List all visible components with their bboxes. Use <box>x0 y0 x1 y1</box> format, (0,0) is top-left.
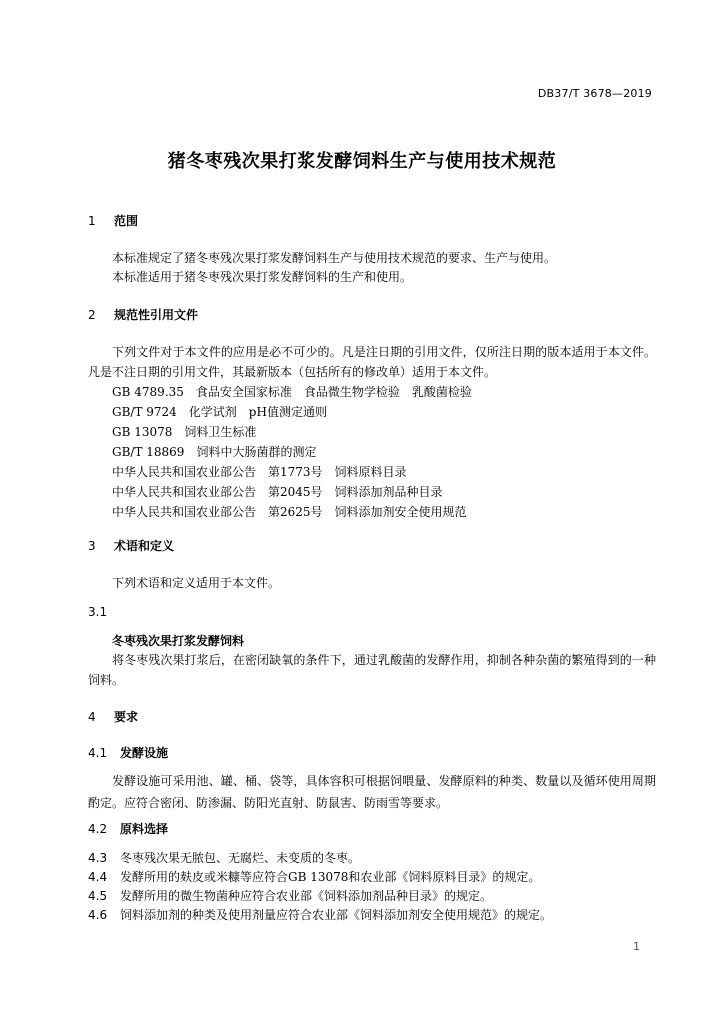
subsection-number: 4.1 <box>88 746 108 760</box>
subsection-number: 3.1 <box>88 605 108 619</box>
term-title: 冬枣残次果打浆发酵饲料 <box>112 634 245 648</box>
section-4-heading <box>88 708 138 726</box>
section-number: 2 <box>88 308 96 322</box>
page-number: 1 <box>633 940 640 953</box>
item-number: 4.4 <box>88 870 108 884</box>
requirement-item <box>88 868 540 886</box>
item-text: 冬枣残次果无脓包、无腐烂、未变质的冬枣。 <box>120 851 361 865</box>
item-text: 饲料添加剂的种类及使用剂量应符合农业部《饲料添加剂安全使用规范》的规定。 <box>120 908 553 922</box>
section-title: 术语和定义 <box>114 539 175 553</box>
item-text: 发酵所用的麸皮或米糠等应符合GB 13078和农业部《饲料原料目录》的规定。 <box>120 870 541 884</box>
reference-item: GB 13078 饲料卫生标准 <box>112 425 257 439</box>
item-number: 4.3 <box>88 851 108 865</box>
subsection-4-2-heading <box>88 820 168 838</box>
subsection-number: 4.2 <box>88 822 108 836</box>
standard-code: DB37/T 3678—2019 <box>537 87 652 100</box>
section-1-heading <box>88 212 138 230</box>
reference-item: 中华人民共和国农业部公告 第1773号 饲料原料目录 <box>112 465 407 479</box>
paragraph: 本标准规定了猪冬枣残次果打浆发酵饲料生产与使用技术规范的要求、生产与使用。 <box>112 251 557 265</box>
reference-item: GB/T 18869 饲料中大肠菌群的测定 <box>112 445 317 459</box>
paragraph: 发酵设施可采用池、罐、桶、袋等，具体容积可根据饲喂量、发酵原料的种类、数量以及循环使用周期酌定。应符合密闭、防渗漏、防阳光直射、防鼠害、防雨雪等要求。 <box>88 774 656 810</box>
document-title: 猪冬枣残次果打浆发酵饲料生产与使用技术规范 <box>167 151 557 172</box>
item-text: 发酵所用的微生物菌种应符合农业部《饲料添加剂品种目录》的规定。 <box>120 889 493 903</box>
item-number: 4.6 <box>88 908 108 922</box>
paragraph: 下列术语和定义适用于本文件。 <box>112 576 281 590</box>
reference-item: GB/T 9724 化学试剂 pH值测定通则 <box>112 405 327 419</box>
section-title: 规范性引用文件 <box>114 308 199 322</box>
section-2-heading <box>88 306 198 324</box>
requirement-item <box>88 887 492 905</box>
section-title: 要求 <box>114 710 139 724</box>
paragraph: 下列文件对于本文件的应用是必不可少的。凡是注日期的引用文件，仅所注日期的版本适用于本文件。凡是不注日期的引用文件，其最新版本（包括所有的修改单）适用于本文件。 <box>88 345 656 379</box>
reference-item: 中华人民共和国农业部公告 第2625号 饲料添加剂安全使用规范 <box>112 505 467 519</box>
section-number: 1 <box>88 214 96 228</box>
subsection-4-1-heading <box>88 744 168 762</box>
reference-item: 中华人民共和国农业部公告 第2045号 饲料添加剂品种目录 <box>112 485 443 499</box>
term-definition: 将冬枣残次果打浆后，在密闭缺氧的条件下，通过乳酸菌的发酵作用，抑制各种杂菌的繁殖得到的一种饲料。 <box>88 653 656 687</box>
section-title: 范围 <box>114 214 139 228</box>
section-number: 4 <box>88 710 96 724</box>
requirement-item <box>88 849 360 867</box>
item-number: 4.5 <box>88 889 108 903</box>
reference-item: GB 4789.35 食品安全国家标准 食品微生物学检验 乳酸菌检验 <box>112 385 472 399</box>
subsection-title: 发酵设施 <box>120 746 169 760</box>
section-3-heading <box>88 537 174 555</box>
requirement-item <box>88 906 552 924</box>
section-number: 3 <box>88 539 96 553</box>
subsection-title: 原料选择 <box>120 822 169 836</box>
paragraph: 本标准适用于猪冬枣残次果打浆发酵饲料的生产和使用。 <box>112 270 413 284</box>
